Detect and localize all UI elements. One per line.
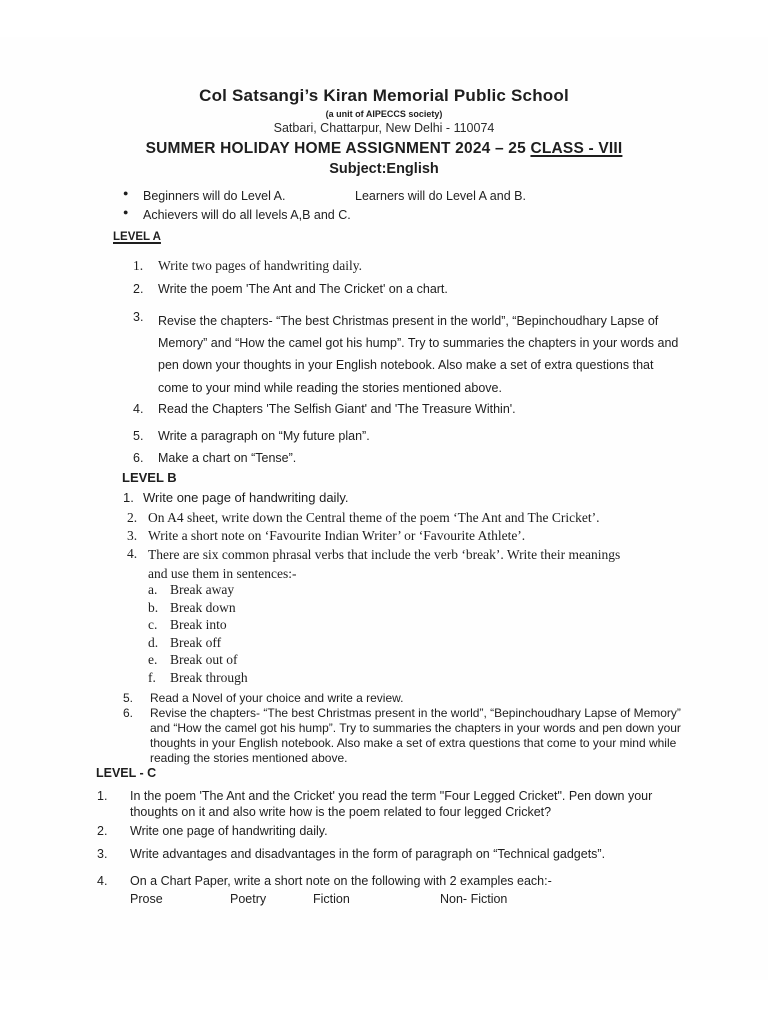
level-b-sub-item-e bbox=[148, 652, 237, 668]
bullet-icon: ● bbox=[123, 188, 129, 198]
item-number: 6. bbox=[123, 706, 134, 720]
level-b-item-4 bbox=[127, 546, 626, 583]
level-b-item-1 bbox=[123, 490, 348, 505]
level-c-item-1 bbox=[97, 789, 692, 820]
school-name: Col Satsangi’s Kiran Memorial Public School bbox=[199, 86, 569, 105]
item-text: Write one page of handwriting daily. bbox=[130, 824, 328, 838]
assignment-title-text: SUMMER HOLIDAY HOME ASSIGNMENT 2024 – 25 bbox=[145, 140, 531, 157]
level-b-item-2 bbox=[127, 510, 600, 526]
item-letter: b. bbox=[148, 600, 159, 615]
item-text: Break down bbox=[170, 600, 236, 615]
item-number: 1. bbox=[133, 258, 144, 273]
item-number: 2. bbox=[127, 510, 138, 525]
item-text: There are six common phrasal verbs that include the verb ‘break’. Write their meanings and use them in sentences:- bbox=[148, 547, 621, 581]
page-margin-top bbox=[0, 0, 768, 37]
assignment-class: CLASS - VIII bbox=[530, 140, 623, 157]
item-text: Revise the chapters- “The best Christmas present in the world”, “Bepinchoudhary Lapse of Memory” and “How the camel got his hump”. Try to summaries the chapters in your words and pen down your thoughts in your English notebook. Also make a set of extra questions that come to your mind while reading the stories mentioned above. bbox=[158, 314, 679, 395]
item-number: 6. bbox=[133, 451, 144, 465]
subject-line: Subject:English bbox=[329, 161, 439, 177]
item-number: 2. bbox=[97, 824, 108, 838]
level-b-sub-item-a bbox=[148, 582, 234, 598]
item-number: 3. bbox=[127, 528, 138, 543]
level-a-item-1 bbox=[133, 258, 362, 274]
item-text: Revise the chapters- “The best Christmas present in the world”, “Bepinchoudhary Lapse of Memory” and “How the camel got his hump”. Try to summaries the chapters in your words and pen down your thoughts in your English notebook. Also make a set of extra questions that come to your mind while reading the stories mentioned above. bbox=[150, 706, 681, 765]
item-text: Break into bbox=[170, 617, 227, 632]
page-margin-bottom bbox=[0, 980, 768, 1024]
item-number: 1. bbox=[97, 789, 108, 803]
item-letter: d. bbox=[148, 635, 159, 650]
item-text: Write advantages and disadvantages in the form of paragraph on “Technical gadgets”. bbox=[130, 847, 606, 861]
item-number: 4. bbox=[127, 546, 138, 561]
level-c-item-4 bbox=[97, 874, 552, 888]
item-text: Break out of bbox=[170, 652, 238, 667]
level-b-sub-item-b bbox=[148, 600, 236, 616]
item-number: 4. bbox=[133, 402, 144, 416]
item-number: 3. bbox=[133, 310, 144, 324]
term-prose: Prose bbox=[130, 892, 163, 906]
item-number: 2. bbox=[133, 282, 144, 296]
item-text: Break off bbox=[170, 635, 222, 650]
level-c-heading: LEVEL - C bbox=[96, 766, 157, 780]
level-b-item-3 bbox=[127, 528, 525, 544]
school-unit-note: (a unit of AIPECCS society) bbox=[325, 109, 443, 119]
term-poetry: Poetry bbox=[230, 892, 267, 906]
item-letter: c. bbox=[148, 617, 158, 632]
instruction-text-right: Learners will do Level A and B. bbox=[355, 189, 526, 203]
level-b-item-5 bbox=[123, 691, 403, 705]
level-b-sub-item-f bbox=[148, 670, 248, 686]
level-a-item-5 bbox=[133, 429, 370, 443]
instruction-bullet-row bbox=[123, 189, 728, 203]
level-b-sub-item-c bbox=[148, 617, 227, 633]
instruction-bullet-row bbox=[123, 208, 728, 222]
level-a-item-6 bbox=[133, 451, 296, 465]
bullet-icon: ● bbox=[123, 207, 129, 217]
term-fiction: Fiction bbox=[313, 892, 350, 906]
level-b-heading: LEVEL B bbox=[122, 470, 177, 485]
item-text: On a Chart Paper, write a short note on the following with 2 examples each:- bbox=[130, 874, 552, 888]
item-text: Write a paragraph on “My future plan”. bbox=[158, 429, 370, 443]
item-text: Read the Chapters 'The Selfish Giant' and 'The Treasure Within'. bbox=[158, 402, 516, 416]
item-number: 1. bbox=[123, 490, 134, 505]
item-letter: f. bbox=[148, 670, 156, 685]
level-a-item-3 bbox=[133, 310, 684, 399]
item-number: 5. bbox=[123, 691, 134, 705]
instruction-text: Beginners will do Level A. bbox=[143, 189, 286, 203]
level-a-item-2 bbox=[133, 282, 448, 296]
instruction-text: Achievers will do all levels A,B and C. bbox=[143, 208, 351, 222]
item-number: 5. bbox=[133, 429, 144, 443]
assignment-title bbox=[0, 140, 768, 158]
item-text: Read a Novel of your choice and write a review. bbox=[150, 691, 404, 705]
level-a-heading: LEVEL A bbox=[113, 231, 161, 243]
item-text: Make a chart on “Tense”. bbox=[158, 451, 297, 465]
item-text: On A4 sheet, write down the Central theme of the poem ‘The Ant and The Cricket’. bbox=[148, 510, 600, 525]
item-text: Break away bbox=[170, 582, 235, 597]
item-text: Write a short note on ‘Favourite Indian Writer’ or ‘Favourite Athlete’. bbox=[148, 528, 526, 543]
item-number: 3. bbox=[97, 847, 108, 861]
level-b-item-6 bbox=[123, 706, 687, 766]
item-text: Write two pages of handwriting daily. bbox=[158, 258, 363, 273]
level-a-item-4 bbox=[133, 402, 516, 416]
level-c-item-3 bbox=[97, 847, 605, 861]
item-text: Write the poem 'The Ant and The Cricket' on a chart. bbox=[158, 282, 448, 296]
item-letter: a. bbox=[148, 582, 158, 597]
item-letter: e. bbox=[148, 652, 158, 667]
school-address: Satbari, Chattarpur, New Delhi - 110074 bbox=[273, 121, 495, 135]
term-non-fiction: Non- Fiction bbox=[440, 892, 508, 906]
level-c-item-2 bbox=[97, 824, 328, 838]
item-text: In the poem 'The Ant and the Cricket' you read the term "Four Legged Cricket". Pen down your thoughts on it and also write how is the poem related to four legged Cricket? bbox=[130, 789, 653, 819]
item-text: Break through bbox=[170, 670, 248, 685]
item-text: Write one page of handwriting daily. bbox=[143, 490, 349, 505]
item-number: 4. bbox=[97, 874, 108, 888]
level-b-sub-item-d bbox=[148, 635, 221, 651]
